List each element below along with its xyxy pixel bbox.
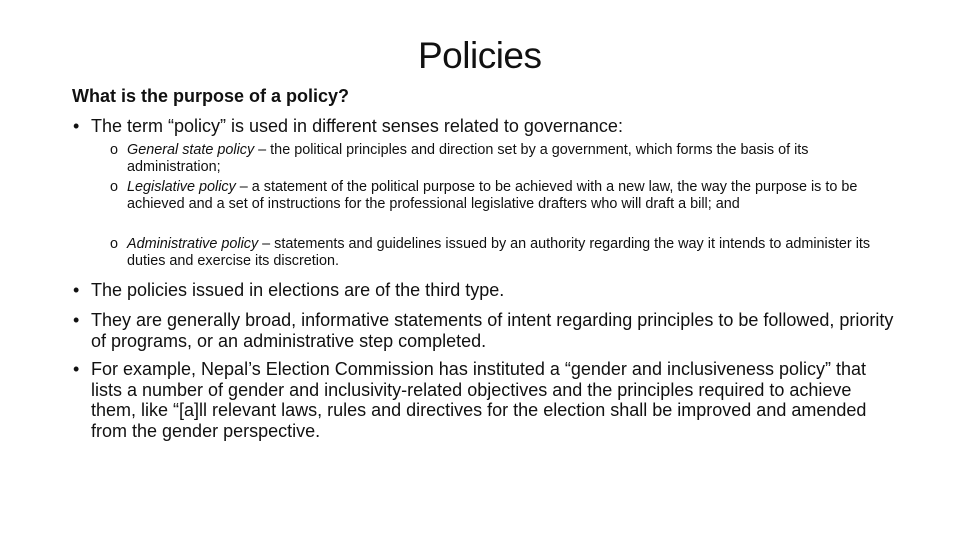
sub-item-term: Legislative policy: [127, 179, 236, 195]
bullet-marker: •: [73, 280, 80, 300]
sub-item-description: – a statement of the political purpose to be achieved with a new law, the way the purpose is to be achieved and a set of instructions for the professional legislative drafters who will draft a bill; and: [127, 179, 858, 212]
bullet-text: They are generally broad, informative statements of intent regarding principles to be followed, priority of programs, or an administrative step completed.: [91, 310, 894, 351]
sub-item-text: [127, 142, 887, 176]
sub-item-term: General state policy: [127, 142, 255, 158]
bullet-text: The policies issued in elections are of the third type.: [91, 280, 505, 300]
bullet-nepal-example: [73, 359, 901, 441]
bullet-text: The term “policy” is used in different senses related to governance:: [91, 116, 623, 136]
sub-marker: o: [110, 179, 119, 195]
sub-item-administrative-policy: [110, 236, 887, 270]
sub-item-term: Administrative policy: [127, 236, 259, 252]
sub-item-general-state-policy: [110, 142, 887, 176]
sub-item-text: [127, 179, 887, 213]
sub-marker: o: [110, 142, 119, 158]
sub-item-description: – the political principles and direction set by a government, which forms the basis of its administration;: [127, 142, 809, 175]
subheading: What is the purpose of a policy?: [72, 86, 350, 106]
bullet-broad-statements: [73, 310, 901, 351]
bullet-marker: •: [73, 310, 80, 330]
bullet-text: For example, Nepal’s Election Commission has instituted a “gender and inclusiveness policy” that lists a number of gender and inclusivity-related objectives and the principles required to achieve them, like “[a]ll relevant laws, rules and directives for the election shall be improved and amended from the gender perspective.: [91, 359, 867, 441]
sub-marker: o: [110, 236, 119, 252]
sub-item-legislative-policy: [110, 179, 887, 213]
bullet-marker: •: [73, 359, 80, 379]
bullet-intro: [73, 116, 901, 137]
sub-item-text: [127, 236, 887, 270]
bullet-third-type: [73, 280, 901, 301]
slide-title: Policies: [418, 35, 542, 76]
sub-item-description: – statements and guidelines issued by an authority regarding the way it intends to administer its duties and exercise its discretion.: [127, 236, 871, 269]
bullet-marker: •: [73, 116, 80, 136]
